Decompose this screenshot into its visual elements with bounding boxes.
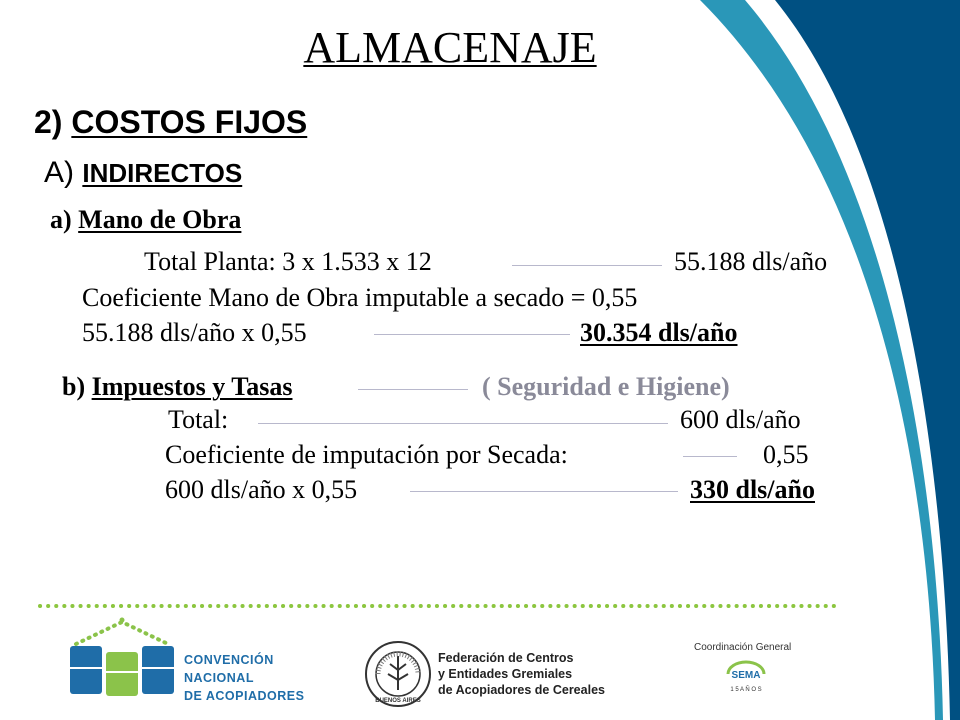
item-b-label: Impuestos y Tasas xyxy=(91,372,293,401)
svg-text:SEMA: SEMA xyxy=(731,670,761,681)
section-label: COSTOS FIJOS xyxy=(71,104,308,140)
leader-line xyxy=(358,389,468,390)
item-b-line1-left: Total: xyxy=(168,405,229,434)
subsection-heading xyxy=(44,156,242,190)
item-a-line1-right: 55.188 dls/año xyxy=(674,247,828,276)
item-a-line1-left: Total Planta: 3 x 1.533 x 12 xyxy=(144,247,432,276)
item-b-heading xyxy=(62,372,292,402)
section-heading xyxy=(34,104,307,141)
logo1-line3: DE ACOPIADORES xyxy=(184,689,305,703)
item-a-line3-left: 55.188 dls/año x 0,55 xyxy=(82,318,307,347)
item-a-line2: Coeficiente Mano de Obra imputable a secado = 0,55 xyxy=(82,283,638,312)
svg-text:BUENOS AIRES: BUENOS AIRES xyxy=(375,698,421,704)
logo2-line2: y Entidades Gremiales xyxy=(438,667,573,681)
section-number: 2) xyxy=(34,104,63,140)
subsection-letter: A) xyxy=(44,156,74,189)
item-a-letter: a) xyxy=(50,205,72,234)
federacion-seal-icon xyxy=(364,640,432,708)
sema-logo-icon xyxy=(722,660,770,694)
item-a-total: 30.354 dls/año xyxy=(580,318,738,347)
leader-line xyxy=(512,265,662,266)
logo2-line1: Federación de Centros xyxy=(438,651,574,665)
item-a-heading xyxy=(50,205,241,235)
item-b-line1-right: 600 dls/año xyxy=(680,405,801,434)
item-b-line2-right: 0,55 xyxy=(763,440,809,469)
item-b-line3-left: 600 dls/año x 0,55 xyxy=(165,475,358,504)
coordinacion-caption: Coordinación General xyxy=(694,642,792,653)
item-b-line2-left: Coeficiente de imputación por Secada: xyxy=(165,440,568,469)
logo1-line1: CONVENCIÓN xyxy=(184,653,274,667)
subsection-label: INDIRECTOS xyxy=(82,158,243,188)
convencion-logo-icon xyxy=(66,616,178,700)
svg-text:1 5 A Ñ O S: 1 5 A Ñ O S xyxy=(730,687,762,693)
item-a-label: Mano de Obra xyxy=(78,205,242,234)
leader-line xyxy=(410,491,678,492)
page-title: ALMACENAJE xyxy=(303,23,597,72)
logo1-line2: NACIONAL xyxy=(184,671,254,685)
item-b-letter: b) xyxy=(62,372,86,401)
leader-line xyxy=(374,334,570,335)
leader-line xyxy=(683,456,737,457)
convencion-logo-text xyxy=(184,651,304,705)
item-b-note: ( Seguridad e Higiene) xyxy=(482,372,730,401)
leader-line xyxy=(258,423,668,424)
federacion-logo-text xyxy=(438,650,605,698)
logo2-line3: de Acopiadores de Cereales xyxy=(438,683,605,697)
item-b-total: 330 dls/año xyxy=(690,475,815,504)
